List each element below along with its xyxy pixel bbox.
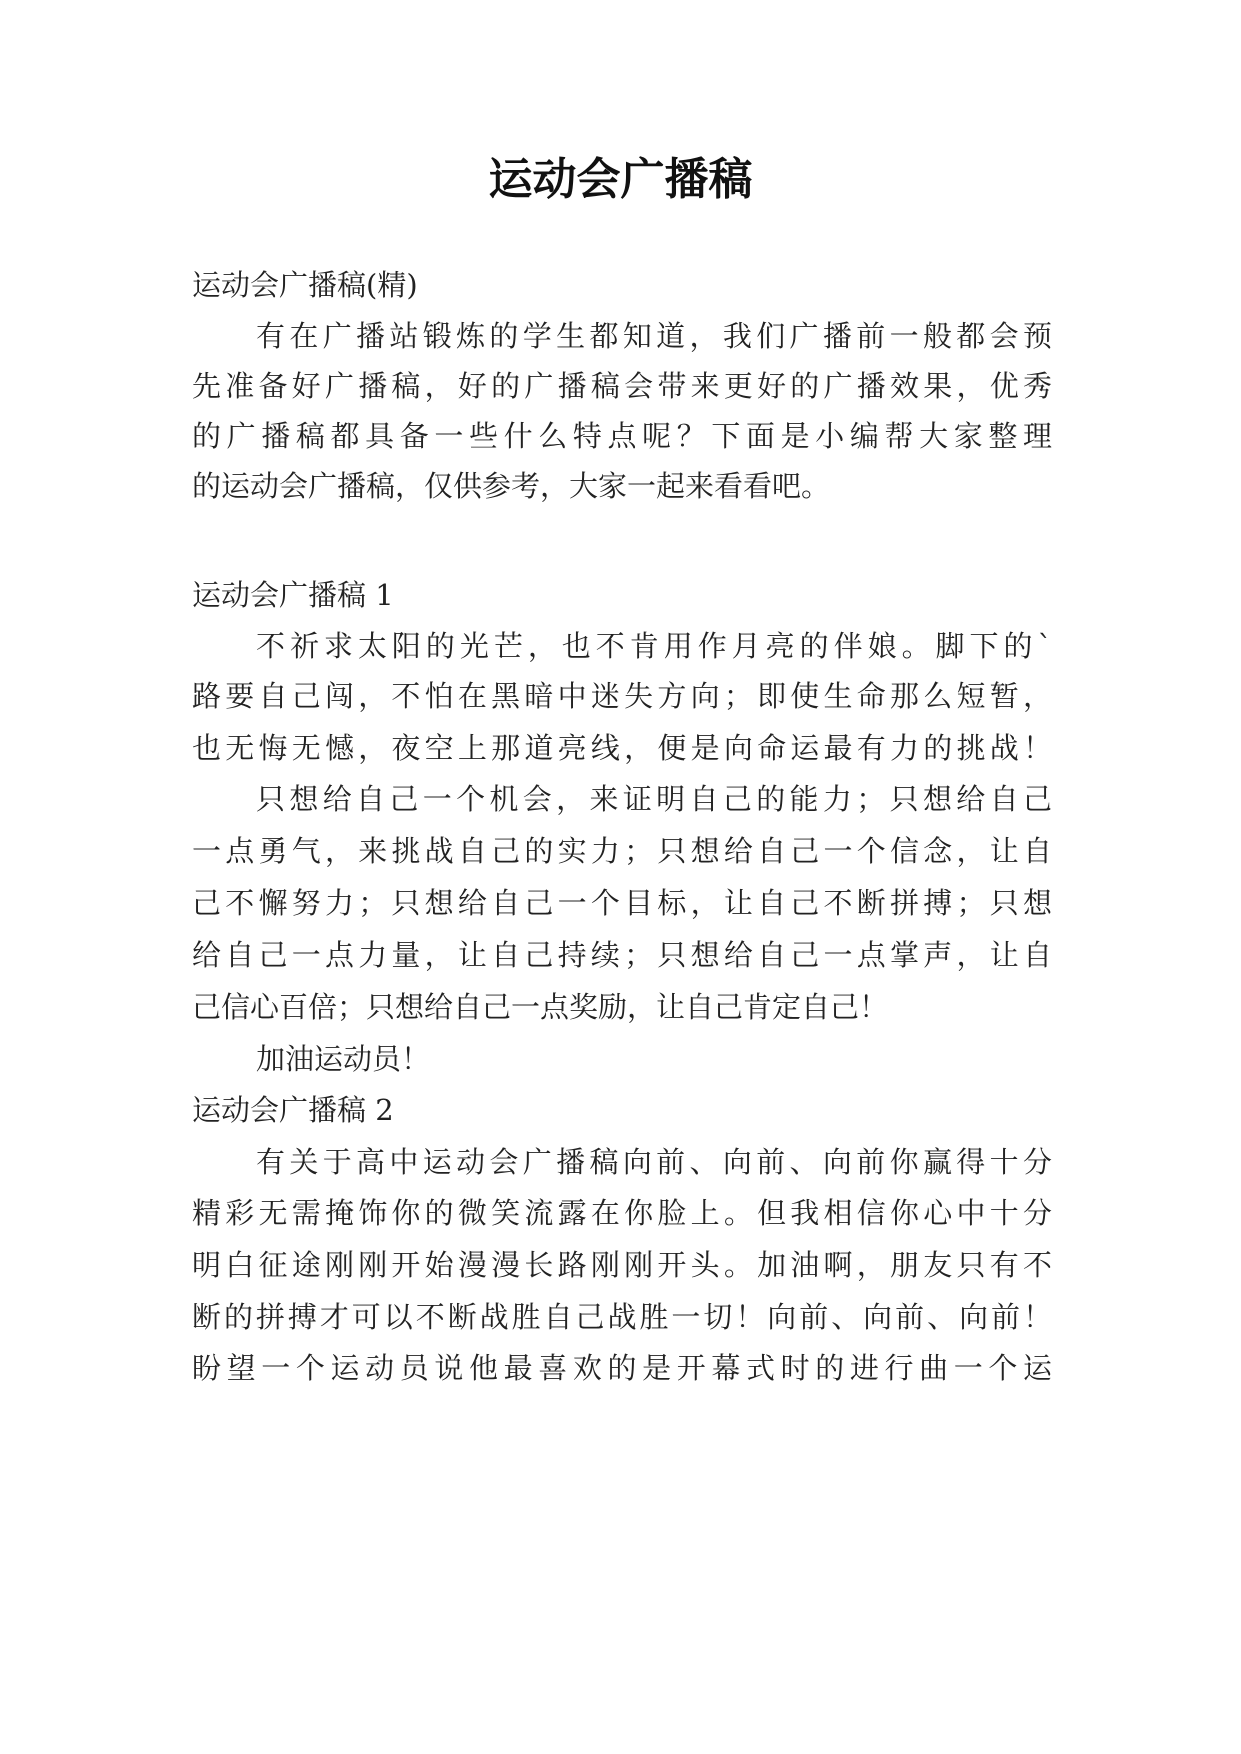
paragraph-line: 有在广播站锻炼的学生都知道，我们广播前一般都会预 <box>256 319 1052 353</box>
paragraph-line: 路要自己闯，不怕在黑暗中迷失方向；即使生命那么短暂， <box>192 679 1052 713</box>
paragraph-line: 先准备好广播稿，好的广播稿会带来更好的广播效果，优秀 <box>192 369 1052 403</box>
paragraph-line: 明白征途刚刚开始漫漫长路刚刚开头。加油啊，朋友只有不 <box>192 1248 1052 1282</box>
paragraph-line: 精彩无需掩饰你的微笑流露在你脸上。但我相信你心中十分 <box>192 1196 1052 1230</box>
paragraph-line: 盼望一个运动员说他最喜欢的是开幕式时的进行曲一个运 <box>192 1351 1052 1385</box>
paragraph-line: 加油运动员！ <box>256 1042 431 1076</box>
paragraph-line: 断的拼搏才可以不断战胜自己战胜一切！向前、向前、向前！ <box>192 1300 1052 1334</box>
paragraph-line: 只想给自己一个机会，来证明自己的能力；只想给自己 <box>256 782 1052 816</box>
paragraph-line: 有关于高中运动会广播稿向前、向前、向前你赢得十分 <box>256 1145 1052 1179</box>
section-heading: 运动会广播稿 2 <box>192 1093 394 1127</box>
paragraph-line: 一点勇气，来挑战自己的实力；只想给自己一个信念，让自 <box>192 834 1052 868</box>
page-title: 运动会广播稿 <box>488 154 753 205</box>
paragraph-line: 不祈求太阳的光芒，也不肯用作月亮的伴娘。脚下的` <box>256 629 1052 663</box>
paragraph-line: 的运动会广播稿，仅供参考，大家一起来看看吧。 <box>192 469 831 503</box>
paragraph-line: 的广播稿都具备一些什么特点呢？下面是小编帮大家整理 <box>192 419 1052 453</box>
intro-heading: 运动会广播稿(精) <box>192 268 418 302</box>
paragraph-line: 也无悔无憾，夜空上那道亮线，便是向命运最有力的挑战！ <box>192 731 1052 765</box>
paragraph-line: 己不懈努力；只想给自己一个目标，让自己不断拼搏；只想 <box>192 886 1052 920</box>
paragraph-line: 己信心百倍；只想给自己一点奖励，让自己肯定自己！ <box>192 990 889 1024</box>
section-heading: 运动会广播稿 1 <box>192 578 394 612</box>
paragraph-line: 给自己一点力量，让自己持续；只想给自己一点掌声，让自 <box>192 938 1052 972</box>
